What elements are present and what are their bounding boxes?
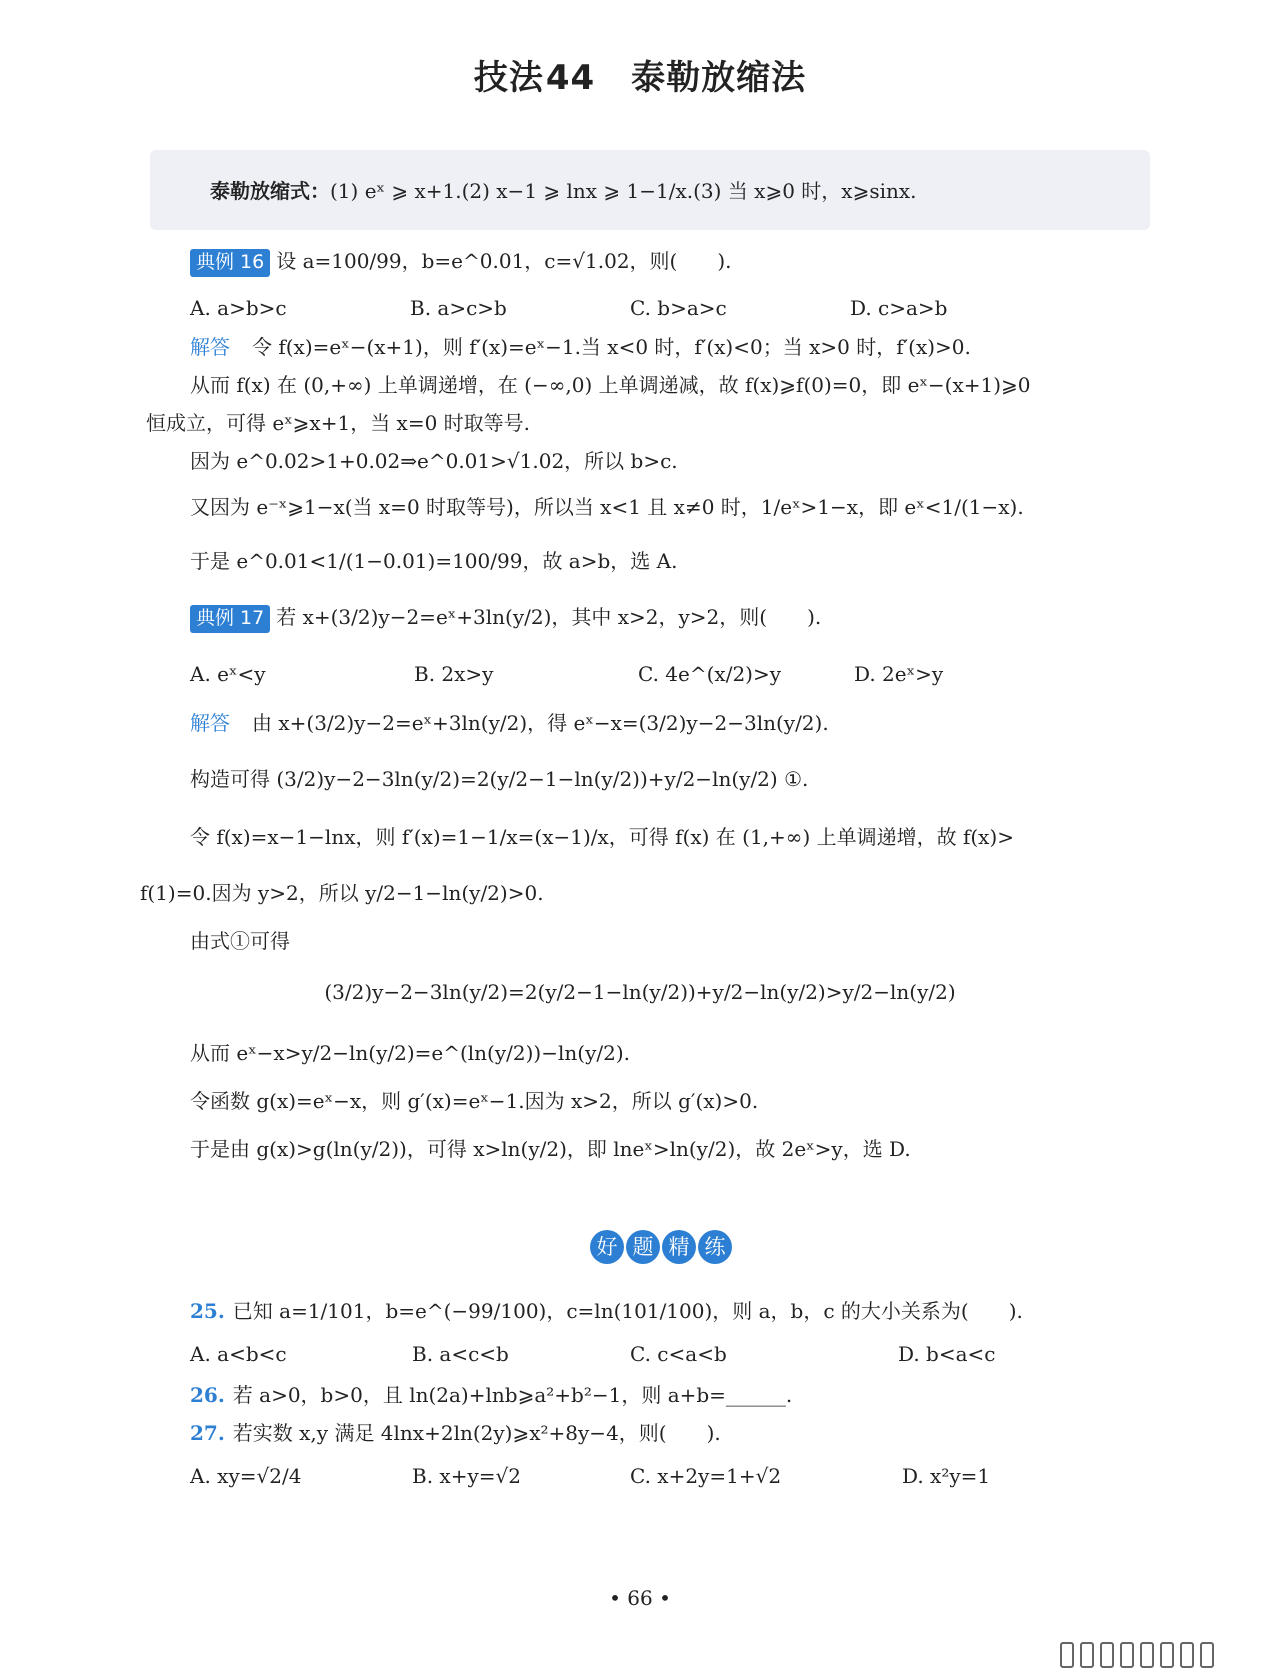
option-b: B. x+y=√2	[412, 1464, 521, 1488]
example-17-question: 若 x+(3/2)y−2=eˣ+3ln(y/2)，其中 x>2，y>2，则( ).	[276, 605, 822, 629]
solution-label: 解答	[190, 711, 230, 735]
title-name: 泰勒放缩法	[631, 58, 807, 98]
example-16-solution-3: 恒成立，可得 eˣ⩾x+1，当 x=0 时取等号.	[146, 411, 531, 435]
example-17-solution-3: 令 f(x)=x−1−lnx，则 f′(x)=1−1/x=(x−1)/x，可得 f(x) 在 (1,+∞) 上单调递增，故 f(x)>	[190, 825, 1015, 849]
example-16-solution-6: 于是 e^0.01<1/(1−0.01)=100/99，故 a>b，选 A.	[190, 549, 678, 573]
option-a: A. a<b<c	[190, 1342, 287, 1366]
example-16-solution-2: 从而 f(x) 在 (0,+∞) 上单调递增，在 (−∞,0) 上单调递减，故 f(x)⩾f(0)=0，即 eˣ−(x+1)⩾0	[190, 373, 1031, 397]
example-17-solution-9: 于是由 g(x)>g(ln(y/2))，可得 x>ln(y/2)，即 lneˣ>ln(y/2)，故 2eˣ>y，选 D.	[190, 1137, 911, 1161]
taylor-formula	[210, 178, 917, 204]
solution-label: 解答	[190, 335, 230, 359]
example-16-label: 典例 16	[190, 249, 270, 277]
section-char: 练	[698, 1230, 732, 1264]
title-prefix: 技法	[473, 58, 544, 98]
tab-mark-icon	[1200, 1642, 1214, 1668]
problem-text: 若 a>0，b>0，且 ln(2a)+lnb⩾a²+b²−1，则 a+b=______.	[232, 1383, 793, 1407]
tab-mark-icon	[1080, 1642, 1094, 1668]
example-16-solution-5: 又因为 e⁻ˣ⩾1−x(当 x=0 时取等号)，所以当 x<1 且 x≠0 时，1/eˣ>1−x，即 eˣ<1/(1−x).	[190, 495, 1024, 519]
option-b: B. 2x>y	[414, 662, 494, 686]
page-title	[0, 50, 1280, 99]
option-a: A. xy=√2/4	[190, 1464, 302, 1488]
example-17-solution-8: 令函数 g(x)=eˣ−x，则 g′(x)=eˣ−1.因为 x>2，所以 g′(x)>0.	[190, 1089, 759, 1113]
option-d: D. 2eˣ>y	[854, 662, 944, 686]
option-a: A. a>b>c	[190, 296, 287, 320]
section-char: 好	[590, 1230, 624, 1264]
section-heading	[586, 1226, 736, 1268]
tab-mark-icon	[1140, 1642, 1154, 1668]
tab-mark-icon	[1060, 1642, 1074, 1668]
tab-mark-icon	[1100, 1642, 1114, 1668]
formula-lead: 泰勒放缩式：	[210, 179, 330, 203]
problem-25	[190, 1298, 1023, 1324]
page-number: • 66 •	[609, 1586, 671, 1610]
example-16-stem	[190, 248, 732, 277]
example-17-display-equation: (3/2)y−2−3ln(y/2)=2(y/2−1−ln(y/2))+y/2−ln(y/2)>y/2−ln(y/2)	[324, 980, 956, 1004]
option-c: C. b>a>c	[630, 296, 727, 320]
problem-number: 25.	[190, 1299, 225, 1323]
tab-mark-icon	[1160, 1642, 1174, 1668]
problem-27	[190, 1420, 721, 1446]
tab-mark-icon	[1180, 1642, 1194, 1668]
example-16-question: 设 a=100/99，b=e^0.01，c=√1.02，则( ).	[276, 249, 732, 273]
tab-mark-icon	[1120, 1642, 1134, 1668]
problem-number: 26.	[190, 1383, 225, 1407]
option-c: C. 4e^(x/2)>y	[638, 662, 782, 686]
problem-number: 27.	[190, 1421, 225, 1445]
option-d: D. b<a<c	[898, 1342, 996, 1366]
problem-26	[190, 1382, 792, 1408]
section-char: 题	[626, 1230, 660, 1264]
example-17-solution-7: 从而 eˣ−x>y/2−ln(y/2)=e^(ln(y/2))−ln(y/2).	[190, 1041, 630, 1065]
option-d: D. x²y=1	[902, 1464, 991, 1488]
problem-text: 若实数 x,y 满足 4lnx+2ln(2y)⩾x²+8y−4，则( ).	[232, 1421, 721, 1445]
corner-marks	[1060, 1642, 1214, 1668]
example-16-solution-4: 因为 e^0.02>1+0.02⇒e^0.01>√1.02，所以 b>c.	[190, 449, 678, 473]
example-16-solution-1	[190, 334, 971, 360]
example-17-stem	[190, 604, 821, 633]
example-17-solution-5: 由式①可得	[190, 929, 290, 953]
section-char: 精	[662, 1230, 696, 1264]
option-c: C. x+2y=1+√2	[630, 1464, 782, 1488]
title-number: 44	[545, 58, 596, 98]
formula-text: (1) eˣ ⩾ x+1.(2) x−1 ⩾ lnx ⩾ 1−1/x.(3) 当 x⩾0 时，x⩾sinx.	[330, 179, 917, 203]
example-17-solution-2: 构造可得 (3/2)y−2−3ln(y/2)=2(y/2−1−ln(y/2))+y/2−ln(y/2) ①.	[190, 767, 809, 791]
option-b: B. a>c>b	[410, 296, 507, 320]
option-b: B. a<c<b	[412, 1342, 509, 1366]
option-d: D. c>a>b	[850, 296, 948, 320]
example-17-solution-4: f(1)=0.因为 y>2，所以 y/2−1−ln(y/2)>0.	[140, 881, 544, 905]
example-17-label: 典例 17	[190, 605, 270, 633]
example-17-solution-1	[190, 710, 829, 736]
option-a: A. eˣ<y	[190, 662, 266, 686]
solution-text: 令 f(x)=eˣ−(x+1)，则 f′(x)=eˣ−1.当 x<0 时，f′(x)<0；当 x>0 时，f′(x)>0.	[252, 335, 971, 359]
solution-text: 由 x+(3/2)y−2=eˣ+3ln(y/2)，得 eˣ−x=(3/2)y−2−3ln(y/2).	[252, 711, 829, 735]
problem-text: 已知 a=1/101，b=e^(−99/100)，c=ln(101/100)，则 a，b，c 的大小关系为( ).	[232, 1299, 1023, 1323]
option-c: C. c<a<b	[630, 1342, 727, 1366]
